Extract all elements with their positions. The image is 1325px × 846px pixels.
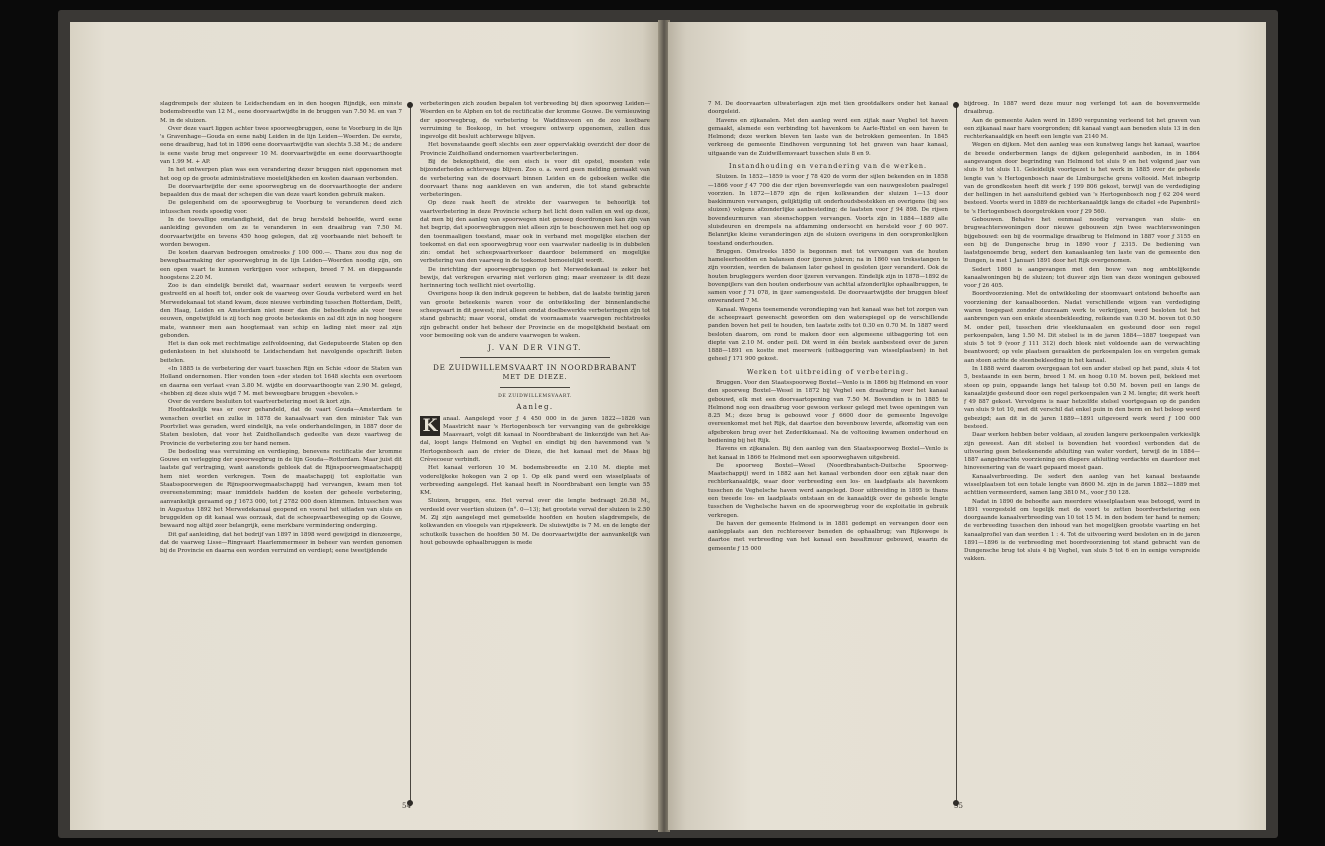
article-title-line-1: DE ZUIDWILLEMSVAART IN NOORDBRABANT	[433, 363, 637, 373]
paragraph: verbeteringen zich zouden bepalen tot verbreeding bij dien spoorweg Leiden—Woerden en te Alphen en tot de rectificatie der kromme Gouwe. De vernieuwing der spoorwegbrug, de verbetering te Waddinxveen en de zoo kostbare verruiming te Boskoop, in het vroegere ontwerp opgenomen, zullen dus ingevolge dit besluit achterwege blijven.	[420, 101, 650, 141]
paragraph: De inrichting der spoorwegbruggen op het Merwedekanaal is zeker het bewijs, dat verkregen ervaring niet verloren ging; maar evenzeer is dit deze herinnering toch wellicht niet overtollig.	[420, 266, 650, 290]
open-book	[58, 10, 1278, 838]
paragraph: anaal. Aangelegd voor ƒ 4 450 000 in de jaren 1822—1826 van Maastricht naar 's Hertogenbosch ter vervanging van de gebrekkige Maasvaart, volgt dit kanaal in Noordbrabant de linkerzijde van het Aa-dal, loopt langs Helmond en Veghel en eindigt bij den havenmond van 's Hertogenbosch aan de rivier de Dieze, die het kanaal met de Maas bij Crèvecoeur verbindt.	[420, 415, 650, 463]
paragraph: Sluizen. In 1852—1859 is voor ƒ 78 420 de vorm der sijlen bekenden en in 1858—1866 voor ƒ 47 700 die der rijen bovenverlegde van een nauwgesloten paalregel voorzien. In 1872—1879 zijn de rijen kolkwanden der sluizen 1—13 door baskinmuren vervangen, gelijktijdig uit onderhoudsbestekken en overigens (bij ses sluizen) volgens afzonderlijke aanbesteding; de laatsten voor ƒ 94 898. De rijsen bovendeurmuren van steenschoppen vervangen. Voorts zijn in 1884—1889 alle sluisdeuren en drempels na afdamming ondersocht en hersteld voor ƒ 60 907. Belanrijke kleine veranderingen zijn de sluizen overigens in den oorspronkelijken toestand onderhouden.	[708, 174, 948, 247]
paragraph: Bruggen. Voor den Staatsspoorweg Boxtel—Venlo is in 1866 bij Helmond en voor den spoorweg Boxtel—Wesel in 1872 bij Veghel een draaibrug over het kanaal gebouwd, elk met een doorvaartopening van 7.50 M. Bovendien is in 1885 te Helmond nog een draaibrug voor gewoon verkeer gelegd met twee openingen van 8.25 M.; deze brug is gebouwd voor ƒ 6600 door de gemeente Ingevolge overeenkomst met het Rijk, dat daartoe den bovenbouw leverde, afkomstig van een afgebroken brug over het Zederikkanaal. Na de voltooiing kwamen onderhoud en bediening bij het Rijk.	[708, 380, 948, 444]
article-body	[420, 415, 650, 548]
paragraph: Wegen en dijken. Met den aanleg was een kunstweg langs het kanaal, waartoe de breede onderbermen langs de dijken gelegenheid aanboden, in in 1864 aangevangen door begrinding van Helmond tot sluis 9 en het volgend jaar van sluis 9 tot sluis 11. Geleidelijk voortgezet is het werk in 1885 over de geheele lengte van 's Hertogenbosch naar de Limburgsche grens voltooid. Met inbegrip van de grondkosten heeft dit werk ƒ 199 806 gekost, terwijl van de verdediging der hellingen in het aansluitend gebied van 's Hertogenbosch nog ƒ 62 204 werd besteed. Voorts werd in 1889 de rechterkanaaldijk langs de citadel «de Papenbril» te 's Hertogenbosch doorgetrokken voor ƒ 29 560.	[964, 142, 1200, 215]
paragraph: Op deze raak heeft de strekte der vaarwegen te behoorlijk tot vaartverbetering in deze Provincie scherp het licht doen vallen en wel op deze, dat men bij den aanleg van spoorwegen niet genoeg doordrongen kan zijn van het begrip, dat spoorwegbruggen niet alleen zijn te beschouwen met het oog op den toenmaaligen toestand, maar ook in verband met mogelijke eischen der toekomst en dat een spoorwegbrug voor een vaarwater nadeelig is in dubbelen zin: omdat het scheepvaartverkeer daardoor belemmerd en mogelijke verbetering van den vaarweg in de toekomst bemoeielijkt wordt.	[420, 200, 650, 265]
paragraph: Kanaalverbreeding. De sedert den aanleg van het kanaal bestaande wisselplaatsen tot een totale lengte van 8600 M. zijn in de jaren 1882—1889 met achttien vermeerderd, samen lang 3810 M., voor ƒ 50 128.	[964, 473, 1200, 497]
paragraph: Gebouwen. Behalve het eenmaal noodig vervangen van sluis- en brugwachterswoningen door nieuwe gebouwen zijn twee wachterswoningen bijgebouwd: een bij de voormalige draaibrug te Helmond in 1887 voor ƒ 3155 en een bij de Dungensche brug in 1890 voor ƒ 2315. De bediening van laatstgenoemde brug, sedert den kanaalaanleg ten laste van de gemeente den Dungen, is met 1 Januari 1891 door het Rijk overgenomen.	[964, 216, 1200, 265]
right-page-column-2	[964, 100, 1200, 564]
paragraph: Kanaal. Wegens toenemende verondieping van het kanaal was het tot zorgen van de scheepvaart gewenscht geworden om den waterspiegel op de verschillende panden boven het peil te houden, ten laatste zelfs tot 0.30 en 0.70 M. In 1887 werd besloten daarom, om rond te maken door een algemeene uitbaggering tot een diepte van 2.10 M. onder peil. Dit werd in één bestek aanbesteed over de jaren 1888—1891 en kostte met meerwerk (uitbaggering van wisselplaatsen) in het geheel ƒ 171 900 gekost.	[708, 306, 948, 363]
paragraph: Boordvoorziening. Met de ontwikkeling der stoomvaart ontstond behoefte aan voorziening der kanaalboorden. Nadat verschillende wijzen van verdediging waren toegepast zonder duurzaam werk te verkrijgen, werd besloten tot het aanbrengen van een enkele steenbekleeding, reikende van 0.30 M. boven tot 0.50 M. onder peil, tusschen drie vleeklunaalen en gesteund door een regel perkoenpalen, lang 1.50 M. Dit stelsel is in de jaren 1884—1887 toegepast van sluis 5 tot 9 (voor ƒ 111 312) doch bleek niet voldoende aan de verwachting beantwoord; op vele plaatsen geraakten de perkoenpalen los en vergeten gemak aan steen achte de steenbekleeding in het kanaal.	[964, 291, 1200, 364]
article-title	[420, 364, 650, 381]
paragraph: In de toevallige omstandigheid, dat de brug hersteld behoefde, werd eene aanleiding gevonden om ze te veranderen in een draaibrug van 7.50 M. doorvaartwijdte en tevens 450 hoog gelegen, dat zij voorbaande niet behoeft te worden bewogen.	[160, 216, 402, 248]
paragraph: Bruggen. Omstreeks 1850 is begonnen met tot vervangen van de houten hameleerhoofden en balansen door ijzeren jukren; na in 1860 van treksstangen te zijn voorzien, werden de balansen later geheel in gesloten ijzer veranderd. Ook de houten brugleggers werden door ijzeren vervangen. Eindelijk zijn in 1878—1892 de bovenpijlers van den houten onderbouw van achttal afzonderlijke ophaalbruggen, te samen voor ƒ 71 078, in ijzer samengesteld. De doorvaartwijdte der bruggen bleef onveranderd 7 M.	[708, 248, 948, 305]
author-signature: J. VAN DER VINGT.	[488, 344, 582, 353]
section-small-title: DE ZUIDWILLEMSVAART.	[498, 394, 572, 399]
title-rule	[500, 387, 570, 388]
rule-ornament	[407, 102, 413, 108]
section-rule	[460, 357, 610, 358]
paragraph: In 1888 werd daarom overgegaan tot een ander stelsel op het pand, sluis 4 tot 5, bestaande in een berm, breed 1 M. en hoog 0.10 M. boven peil, bekleed met steen op puin, opgaande langs het talsup tot 0.50 M. boven peil en langs de kanaalzijde gesteund door een regel perkoenpalen van 2 M. lengte; dit werk heeft ƒ 49 887 gekost. Vervolgens is naar hetzelfde stelsel voortgegaan op de panden van sluis 9 tot 10, met dit verschil dat enkel puin in den berm en het beloop werd gebezigd; aan dit in de jaren 1889—1891 uitgevoerd werk werd ƒ 100 000 besteed.	[964, 366, 1200, 430]
column-2-text	[420, 100, 650, 340]
paragraph: Dit gaf aanleiding, dat het bedrijf van 1897 in 1898 werd gewijzigd in dienzeerge, dat de vaarweg Lisse—Ringvaart Haarlemmermeer in beheer van werden genomen bij de Provincie en daarna een worden verruimd en verdiept; eene tweetijdende	[160, 531, 402, 555]
paragraph: Overigens hoop ik den indruk gegeven te hebben, dat de laatste twintig jaren van groote beteekenis waren voor de ontwikkeling der binnenlandsche scheepvaart in dit gewest; niet alleen omdat doelbewerkte verbeteringen zijn tot stand gebracht; maar vooral, omdat de voornaamste vaarwegen rechtstreeks zijn gebracht onder het beheer der Provincie en de mogelijkheid bestaat om voor bemoeiing ook van de andere vaarwegen te waken.	[420, 291, 650, 339]
paragraph: De doorvaartwijdte der eene spoorwegbrug en de doorvaarthoogte der andere bepaalden dus de maat der schepen die van deze vaart konden gebruik maken.	[160, 183, 402, 199]
paragraph: Havens en zijkanalen. Bij den aanleg van den Staatsspoorweg Boxtel—Venlo is het kanaal in 1866 te Helmond met een spoorweghaven uitgebreid.	[708, 446, 948, 461]
column-rule	[410, 102, 411, 806]
paragraph: Het is dan ook met rechtmatige zelfvoldoening, dat Gedeputeerde Staten op den gedenksteen in het sluishoofd te Leidschendam het navolgende opschrift lieten beitelen.	[160, 341, 402, 364]
left-page-column-2	[420, 100, 650, 547]
paragraph: De spoorweg Boxtel—Wesel (Noordbrabantsch-Duitsche Spoorweg-Maatschappij) werd in 1882 aan het kanaal verbonden door een zijtak naar den rechterkanaaldijk, waar door verbreeding een los- en laadplaats als havenkom tusschen de Veghelsche haven werd aangelegd. Door uitbreiding in 1895 is thans een tweede los- en laadplaats ontstaan en de kanaaldijk over de geheele lengte tusschen de Veghelsche haven en de spoorwegbrug voor de exploitatie in gebruik verkregen.	[708, 462, 948, 519]
paragraph: «In 1885 is de verbetering der vaart tusschen Rijn en Schie «door de Staten van Holland ondernomen. Hier vonden toen «der steden tot 1648 slechts een overtoom en daarna een verlaat «van 3.80 M. wijdte en doorvaarthoogte van 2.90 M. gelegd, «hebben zij deze sluis wijd 7 M. met beweegbare bruggen «bevolen.»	[160, 366, 402, 397]
paragraph: In het ontwerpen plan was een verandering dezer bruggen niet opgenomen met het oog op de groote administratieve moeielijkheden en kosten daaraan verbonden.	[160, 167, 402, 182]
paragraph: De bedoeling was verruiming en verdieping, benevens rectificatie der kromme Gouwe en verlegging der spoorwegbrug in de lijn Gouda—Rotterdam. Maar juist dit laatste gaf vertraging, want aanstonds gebleek dat de Rijnspoorwegmaatschappij hem niet worden verkregen. Toen de maatschappij tot exploitatie van Staatsspoorwegen de Rijnspoorwegmaatschappij had vervangen, kwam men tot overeenstemming; maar inmiddels hadden de kosten der geheele verbetering, aanvankelijk geraamd op ƒ 1673 000, tot ƒ 2782 000 doen klimmen. Intusschen was in Augustus 1892 het Merwedekanaal geopend en vooral het uitladen van sluis en bruggelden op dit kanaal was oorzaak, dat de scheepvaartbeweging op de Gouwe, bewaard nog altijd zeer belangrijk, eene merkbare vermindering onderging.	[160, 448, 402, 530]
paragraph: Sluizen, bruggen, enz. Het verval over die lengte bedraagt 26.58 M., verdeeld over veertien sluizen (n°. 0—13); het grootste verval der sluizen is 2.50 M. Zij zijn aangelegd met gemetselde hoofden en houten slagdrempels, de kolkwanden en vloegels van rijspekwerk. De sluiswijdte is 7 M. en de lengte der schutkolk tusschen de hoofden 50 M. De doorvaartwijdte der aanvankelijk van hout gebouwde ophaalbruggen is mede	[420, 498, 650, 546]
section-heading: Instandhouding en verandering van de werken.	[728, 161, 928, 170]
drop-cap-letter: K	[420, 416, 440, 436]
column-rule	[956, 102, 957, 806]
paragraph: Nadat in 1890 de behoefte aan meerdere wisselplaatsen was betoogd, werd in 1891 voorgesteld om tegelijk met de voort te zetten boordverbetering een doorgaande kanaalverbreeding van 10 tot 15 M. in den bodem ter hand te nemen; de verbreeding tusschen den inhoud van het mogelijken grootste vaarting en het kanaalprofiel van dan werden 1 : 4. Tot de uitvoering werd besloten en in de jaren 1891—1896 is de verbreeding met boordvoorziening tot stand gebracht van de Dungensche brug tot sluis 4 bij Veghel, van sluis 5 tot 6 en in eenige verspreide vakken.	[964, 498, 1200, 563]
section-heading-aanleg: Aanleg.	[516, 403, 554, 412]
paragraph: Het kanaal verloren 10 M. bodemsbreedte en 2.10 M. diepte met voderelijkeke hokogen van 2 op 1. Op elk pand werd een wisselplaats of verbreeding aangelegd. Het kanaal heeft in Noordbrabant een lengte van 55 KM.	[420, 465, 650, 497]
page-number-right: 55	[954, 802, 963, 810]
right-page	[668, 22, 1266, 830]
paragraph: De kosten daarvan bedroegen omstreeks ƒ 100 000.—. Thans zou dus nog de bewegbaarmaking der spoorwegbrug in de lijn Leiden—Woerden noodig zijn, om een open vaart te kunnen verkrijgen voor schepen, breed 7 M. en diepgaande hoogstens 2.20 M.	[160, 250, 402, 281]
article-title-line-2: MET DE DIEZE.	[502, 372, 568, 381]
paragraph: De gelegenheid om de spoorwegbrug te Voorburg te veranderen deed zich intusschen reeds spoedig voor.	[160, 200, 402, 215]
paragraph: slagdrempels der sluizen te Leidschendam en in den hoogen Rijndijk, een minste bodemsbreedte van 12 M., eene doorvaartwijdte in de bruggen van 7.50 M. en van 7 M. in de sluizen.	[160, 101, 402, 124]
page-number-left: 54	[402, 802, 411, 810]
paragraph: Over deze vaart liggen achter twee spoorwegbruggen, eene te Voorburg in de lijn 's Gravenhage—Gouda en eene nabij Leiden in de lijn Leiden—Woerden. De eerste, eene draaibrug, had tot in 1896 eene doorvaartwijdte van slechts 5.38 M.; de andere is eene vaste brug met ongeveer 10 M. doorvaartwijdte en eene doorvaarthoogte van 1.99 M. + AP.	[160, 125, 402, 165]
rule-ornament	[953, 102, 959, 108]
paragraph: Bij de beknoptheid, die een eisch is voor dit opstel, moesten vele bijzonderheden achterwege blijven. Zoo o. a. werd geen melding gemaakt van de verbetering van de doorvaart binnen Leiden en de geboeken welke die doorvaart thans nog aankleven en van anderen, die tot stand gebrachte verbeteringen.	[420, 158, 650, 199]
paragraph: Het bovenstaande geeft slechts een zeer oppervlakkig overzicht der door de Provincie Zuidholland ondernomen vaartverbeteringen.	[420, 142, 650, 157]
article-body-text	[420, 415, 650, 548]
paragraph: Zoo is dan eindelijk bereikt dat, waarnaar sedert eeuwen te vergeefs werd gestreefd en al hoeft tot, onder ook de vaarweg over Gouda verbeterd werd en het Merwedekanaal tot stand kwam, deze nieuwe verbinding tusschen Rotterdam, Delft, den Haag, Leiden en Amsterdam niet meer dan die behoefende als voor twee eeuwen, ongetwijfeld is zij toch nog groote beteekenis en zal dit zijn in nog hoogere mate, wanneer men aan hoogtemaat van schip en lading niet meer zal zijn gebonden.	[160, 283, 402, 339]
right-page-column-1	[708, 100, 948, 553]
left-page-column-1	[160, 100, 402, 555]
paragraph: Aan de gemeente Aalen werd in 1890 vergunning verleend tot het graven van een zijkanaal naar hare voorgronden; dit kanaal vangt aan beneden sluis 13 in den rechterkanaaldijk en heeft een lengte van 2140 M.	[964, 117, 1200, 141]
section-heading: Werken tot uitbreiding of verbetering.	[746, 367, 910, 376]
paragraph: Sedert 1860 is aangevangen met den bouw van nog ambtelijkende kanaalwoningen bij de sluizen; tot dusver zijn tien van deze woningen gebouwd voor ƒ 26 405.	[964, 266, 1200, 290]
paragraph: Havens en zijkanalen. Met den aanleg werd een zijtak naar Veghel tot haven gemaakt, alsmede een verbinding tot havenkom te Aarle-Rixtel en een haven te Helmond; deze werken bleven ten laste van de betrokken gemeenten. In 1845 verkreeg de gemeente Eindhoven vergunning tot het graven van haar kanaal, uitgaande van de Zuidwillemsvaart tusschen sluis 8 en 9.	[708, 117, 948, 157]
paragraph: 7 M. De doorvaarten ultwaterlagen zijn met tien grootdalkers onder het kanaal doorgeleid.	[708, 101, 948, 116]
paragraph: Over de verdere besluiten tot vaartverbetering moet ik kort zijn.	[168, 399, 352, 406]
paragraph: Hoofdzakelijk was er over gehandeld, dat de vaart Gouda—Amsterdam te wenschen overliet en zulke in 1878 de kanaalvaart van den minister Tak van Poortvliet was geraden, werd eindelijk, na vele onderhandelingen, in 1887 door de Staten besloten, dat voor het Zuidhollandsch gedeelte van deze vaartweg de Provincie de verbetering zou ter hand nemen.	[160, 407, 402, 447]
left-page	[70, 22, 660, 830]
paragraph: bijdroeg. In 1887 werd deze muur nog verlengd tot aan de bovenvermelde draaibrug.	[964, 101, 1200, 116]
paragraph: De haven der gemeente Helmond is in 1881 gedempt en vervangen door een aanlegplaats aan den rechteroever beneden de ophaalbrug; van Rijkswege is daartoe met verbreeding van het kanaal een basaltmuur gebouwd, waarin de gemeente ƒ 15 000	[708, 520, 948, 552]
paragraph: Daar werken hebben beter voldaan, al zouden langere perkoenpalen verkieslijk zijn geweest. Aan dit stelsel is bovendien het voordeel verbonden dat de uitvoering geen beteekenende afsluiting van water vordert, terwijl de in 1884—1887 aangebrachte voorziening om diepere afsluiting verdachte en daardoor met hinoveenering van de vaart gepaard moest gaan.	[964, 432, 1200, 472]
